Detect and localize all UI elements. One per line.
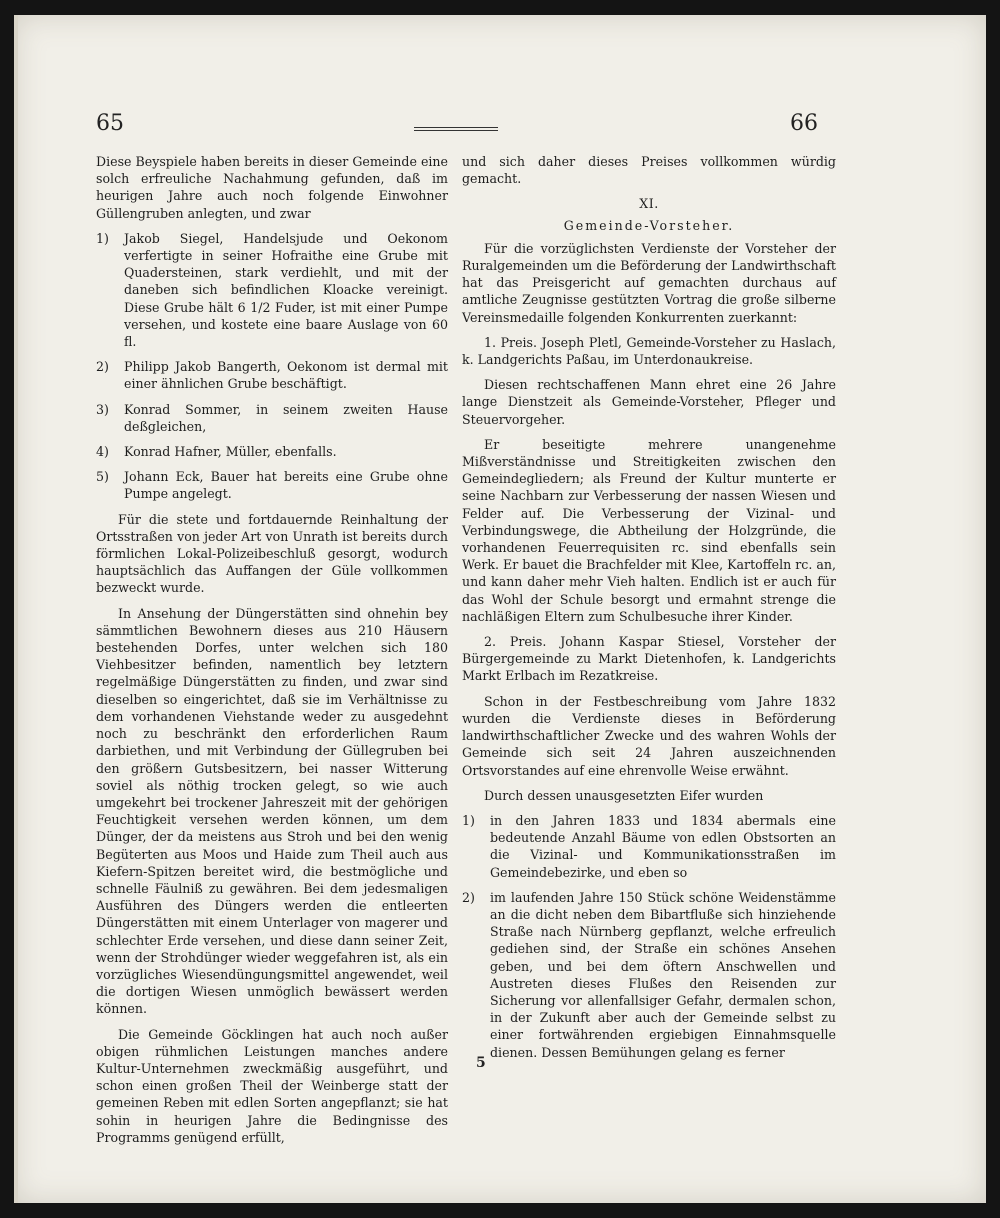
right-column: [462, 153, 836, 1069]
list-number: 2): [462, 889, 475, 905]
list-number: 1): [96, 230, 109, 246]
list-text: Konrad Sommer, in seinem zweiten Hause deßgleichen,: [124, 401, 448, 434]
list-item: [462, 812, 836, 881]
list-text: Jakob Siegel, Handelsjude und Oekonom verfertigte in seiner Hofraithe eine Grube mit Quadersteinen, stark verdiehlt, und mit der daneben sich befindlichen Kloacke vereinigt. Diese Grube hält 6 1/2 Fuder, ist mit einer Pumpe versehen, und kostete eine baare Auslage von 60 fl.: [124, 230, 448, 350]
page-number-left: 65: [96, 111, 124, 136]
list-number: 3): [96, 401, 109, 417]
list-number: 4): [96, 444, 109, 460]
right-paragraph-5: 2. Preis. Johann Kaspar Stiesel, Vorsteher der Bürgergemeinde zu Markt Dietenhofen, k. Landgerichts Markt Erlbach im Rezatkreise.: [462, 634, 836, 684]
list-text: Philipp Jakob Bangerth, Oekonom ist dermal mit einer ähnlichen Grube beschäftigt.: [124, 359, 448, 392]
left-intro: Diese Beyspiele haben bereits in dieser Gemeinde eine solch erfreuliche Nachahmung gefunden, daß im heurigen Jahre auch noch folgende Einwohner Güllengruben anlegten, und zwar: [96, 154, 448, 221]
signature-mark: 5: [476, 1055, 486, 1071]
list-item: [96, 358, 448, 392]
list-item: [96, 401, 448, 435]
page-gutter: [14, 15, 18, 1203]
list-number: 1): [462, 812, 475, 828]
list-item: [96, 230, 448, 350]
right-paragraph-2: 1. Preis. Joseph Pletl, Gemeinde-Vorsteher zu Haslach, k. Landgerichts Paßau, im Unterdonaukreise.: [462, 334, 836, 368]
right-paragraph-6: Schon in der Festbeschreibung vom Jahre 1832 wurden die Verdienste dieses in Beförderung landwirthschaftlicher Zwecke und des wahren Wohls der Gemeinde sich seit 24 Jahren auszeichnenden Ortsvorstandes auf eine ehrenvolle Weise erwähnt.: [462, 693, 836, 778]
left-column: [96, 153, 448, 1154]
right-continuation: und sich daher dieses Preises vollkommen würdig gemacht.: [462, 154, 836, 187]
section-heading: XI.: [639, 196, 659, 212]
right-paragraph-7: Durch dessen unausgesetzten Eifer wurden: [484, 787, 764, 803]
list-number: 5): [96, 469, 109, 485]
list-text: Konrad Hafner, Müller, ebenfalls.: [124, 444, 337, 460]
right-paragraph-4: Er beseitigte mehrere unangenehme Mißverständnisse und Streitigkeiten zwischen den Gemeindegliedern; als Freund der Kultur munterte er seine Nachbarn zur Verbesserung der nassen Wiesen und Felder auf. Die Verbesserung der Vizinal- und Verbindungswege, die Abtheilung der Holzgründe, die vorhandenen Feuerrequisiten rc. sind ebenfalls sein Werk. Er bauet die Brachfelder mit Klee, Kartoffeln rc. an, und kann daher mehr Vieh halten. Endlich ist er auch für das Wohl der Schule besorgt und ermahnt strenge die nachläßigen Eltern zum Schulbesuche ihrer Kinder.: [462, 436, 836, 624]
header-rule: [414, 127, 498, 131]
list-number: 2): [96, 359, 109, 375]
list-item: [96, 443, 448, 460]
right-paragraph-1: Für die vorzüglichsten Verdienste der Vorsteher der Ruralgemeinden um die Beförderung der Landwirthschaft hat das Preisgericht auf gemachten durchaus auf amtliche Zeugnisse gestützten Vortrag die große silberne Vereinsmedaille folgenden Konkurrenten zuerkannt:: [462, 240, 836, 325]
left-paragraph-2: In Ansehung der Düngerstätten sind ohnehin bey sämmtlichen Bewohnern dieses aus 210 Häusern bestehenden Dorfes, unter welchen sich 180 Viehbesitzer befinden, namentlich bey letztern regelmäßige Düngerstätten zu finden, und zwar sind dieselben so eingerichtet, daß sie im Verhältnisse zu dem vorhandenen Viehstande weder zu ausgedehnt noch zu beschränkt den erforderlichen Raum darbiethen, und mit Verbindung der Güllegruben bei den größern Gutsbesitzern, bei nasser Witterung soviel als nöthig trocken gelegt, so wie auch umgekehrt bei trockener Jahreszeit mit der gehörigen Feuchtigkeit versehen werden können, um dem Dünger, der da meistens aus Stroh und bei den wenig Begüterten aus Moos und Haide zum Theil auch aus Kiefern-Spitzen bereitet wird, die bestmögliche und schnelle Fäulniß zu gewähren. Bei dem jedesmaligen Ausführen des Düngers werden die entleerten Düngerstätten mit einem Unterlager von magerer und schlechter Erde versehen, und diese dann seiner Zeit, wenn der Strohdünger wieder weggefahren ist, als ein vorzügliches Wiesendüngungsmittel angewendet, weil die dortigen Wiesen unmöglich bewässert werden können.: [96, 605, 448, 1017]
list-text: Johann Eck, Bauer hat bereits eine Grube ohne Pumpe angelegt.: [124, 469, 448, 502]
section-subheading: Gemeinde-Vorsteher.: [563, 217, 735, 233]
list-item: [462, 889, 836, 1061]
page-number-right: 66: [790, 111, 818, 136]
left-paragraph-1: Für die stete und fortdauernde Reinhaltung der Ortsstraßen von jeder Art von Unrath ist bereits durch förmlichen Lokal-Polizeibeschluß gesorgt, wodurch hauptsächlich das Auffangen der Güle vollkommen bezweckt wurde.: [96, 511, 448, 596]
book-page: [14, 15, 986, 1203]
list-item: [96, 468, 448, 502]
list-text: in den Jahren 1833 und 1834 abermals eine bedeutende Anzahl Bäume von edlen Obstsorten an die Vizinal- und Kommunikationsstraßen im Gemeindebezirke, und eben so: [490, 812, 836, 880]
right-paragraph-3: Diesen rechtschaffenen Mann ehret eine 26 Jahre lange Dienstzeit als Gemeinde-Vorsteher, Pfleger und Steuervorgeher.: [462, 377, 836, 427]
left-paragraph-3: Die Gemeinde Göcklingen hat auch noch außer obigen rühmlichen Leistungen manches andere Kultur-Unternehmen zweckmäßig ausgeführt, und schon einen großen Theil der Weinberge statt der gemeinen Reben mit edlen Sorten angepflanzt; sie hat sohin in heurigen Jahre die Bedingnisse des Programms genügend erfüllt,: [96, 1026, 448, 1145]
list-text: im laufenden Jahre 150 Stück schöne Weidenstämme an die dicht neben dem Bibartfluße sich hinziehende Straße nach Nürnberg gepflanzt, welche erfreulich gediehen sind, der Straße ein schönes Ansehen geben, und bei dem öftern Anschwellen und Austreten dieses Flußes den Reisenden zur Sicherung vor allenfallsiger Gefahr, dermalen schon, in der Zukunft aber auch der Gemeinde selbst zu einer fortwährenden ergiebigen Einnahmsquelle dienen. Dessen Bemühungen gelang es ferner: [490, 889, 836, 1060]
